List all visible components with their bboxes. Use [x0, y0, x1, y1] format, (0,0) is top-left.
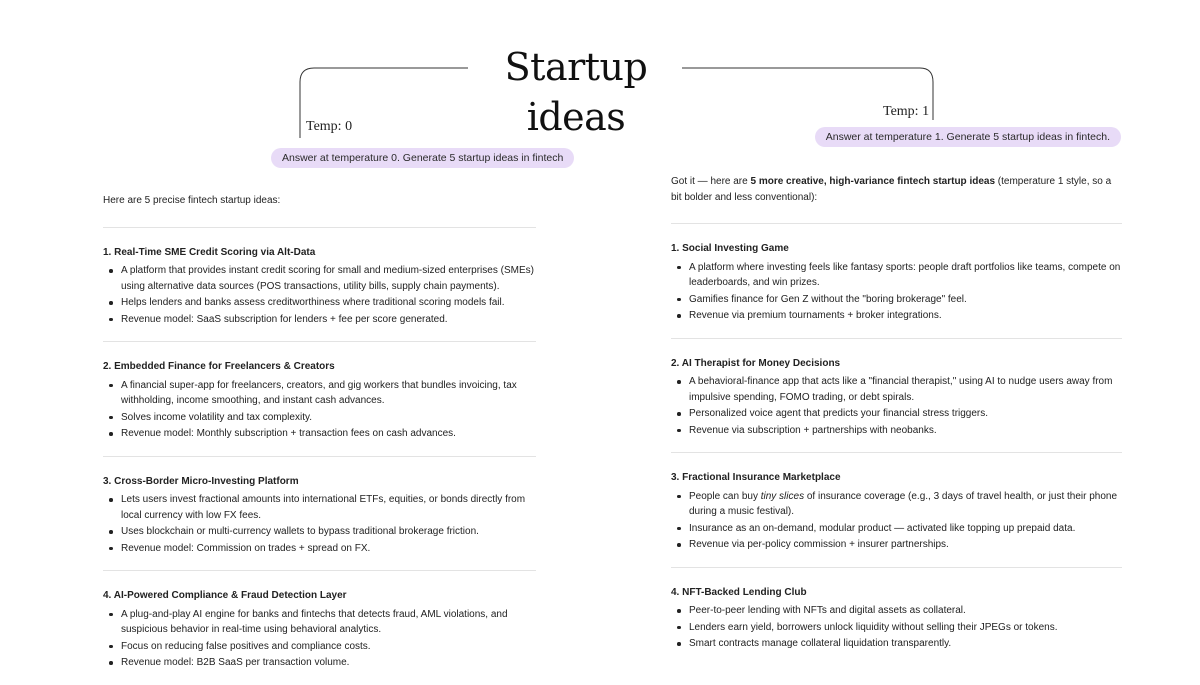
idea-title: 2. AI Therapist for Money Decisions: [671, 357, 841, 369]
idea-item: [671, 585, 1122, 652]
idea-bullet: Revenue via subscription + partnerships with neobanks.: [689, 423, 1122, 439]
idea-bullet: Gamifies finance for Gen Z without the "boring brokerage" feel.: [689, 292, 1122, 308]
idea-item: [103, 588, 536, 671]
response-intro: Here are 5 precise fintech startup ideas:: [103, 195, 281, 206]
idea-title: 1. Real-Time SME Credit Scoring via Alt-Data: [103, 246, 316, 258]
idea-bullet: Revenue model: Monthly subscription + transaction fees on cash advances.: [121, 426, 536, 442]
idea-item: [671, 356, 1122, 439]
bullet-text: People can buy: [689, 490, 761, 502]
idea-item: [103, 245, 536, 328]
divider: [103, 456, 536, 457]
idea-title: 2. Embedded Finance for Freelancers & Creators: [103, 361, 335, 372]
idea-bullets: [103, 263, 536, 327]
idea-bullet: Personalized voice agent that predicts your financial stress triggers.: [689, 406, 1122, 422]
divider: [671, 567, 1122, 568]
temp-1-label: Temp: 1: [883, 104, 930, 119]
idea-bullet: [689, 489, 1122, 520]
idea-title: 3. Cross-Border Micro-Investing Platform: [103, 475, 299, 487]
divider: [671, 223, 1122, 224]
idea-bullets: [671, 374, 1122, 438]
idea-bullet: A platform that provides instant credit scoring for small and medium-sized enterprises (SMEs) using alternative data sources (POS transactions, utility bills, supply chain payments).: [121, 263, 536, 294]
idea-bullet: Revenue via per-policy commission + insurer partnerships.: [689, 537, 1122, 553]
user-prompt-bubble-temp-0: Answer at temperature 0. Generate 5 startup ideas in fintech: [271, 148, 574, 168]
intro-text: (temperature 1 style, so a bit bolder and less conventional):: [671, 176, 1112, 203]
idea-bullets: [671, 603, 1122, 652]
divider: [671, 338, 1122, 339]
idea-bullet: Revenue model: Commission on trades + spread on FX.: [121, 541, 536, 557]
bullet-italic-text: tiny slices: [760, 490, 805, 502]
response-temp-0: [103, 193, 536, 685]
idea-item: [103, 474, 536, 557]
intro-text: Got it — here are: [671, 176, 751, 187]
idea-bullets: [671, 260, 1122, 324]
intro-bold-text: 5 more creative, high-variance fintech startup ideas: [750, 176, 996, 187]
idea-bullet: Insurance as an on-demand, modular product — activated like topping up prepaid data.: [689, 521, 1122, 537]
idea-bullet: Uses blockchain or multi-currency wallets to bypass traditional brokerage friction.: [121, 524, 536, 540]
idea-bullet: Revenue model: SaaS subscription for lenders + fee per score generated.: [121, 312, 536, 328]
divider: [103, 227, 536, 228]
idea-bullet: Peer-to-peer lending with NFTs and digital assets as collateral.: [689, 603, 1122, 619]
divider: [103, 341, 536, 342]
idea-bullet: A plug-and-play AI engine for banks and fintechs that detects fraud, AML violations, and suspicious behavior in real-time using behavioral analytics.: [121, 607, 536, 638]
idea-title: 1. Social Investing Game: [671, 243, 789, 254]
response-intro: [671, 174, 1122, 205]
temp-0-label: Temp: 0: [306, 119, 353, 134]
idea-bullet: Helps lenders and banks assess creditworthiness where traditional scoring models fail.: [121, 295, 536, 311]
idea-item: [103, 359, 536, 442]
idea-item: [671, 241, 1122, 324]
idea-bullet: Lenders earn yield, borrowers unlock liquidity without selling their JPEGs or tokens.: [689, 620, 1122, 636]
idea-bullet: Revenue via premium tournaments + broker integrations.: [689, 308, 1122, 324]
idea-bullet: Lets users invest fractional amounts into international ETFs, equities, or bonds directly from local currency with low FX fees.: [121, 492, 536, 523]
page-title: Startup ideas: [470, 42, 682, 142]
idea-title: 3. Fractional Insurance Marketplace: [671, 472, 841, 483]
idea-title: 4. AI-Powered Compliance & Fraud Detection Layer: [103, 590, 347, 601]
idea-bullet: A platform where investing feels like fantasy sports: people draft portfolios like teams, compete on leaderboards, and win prizes.: [689, 260, 1122, 291]
idea-bullet: A financial super-app for freelancers, creators, and gig workers that bundles invoicing, tax withholding, income smoothing, and instant cash advances.: [121, 378, 536, 409]
idea-bullets: [103, 607, 536, 671]
idea-bullet: Solves income volatility and tax complexity.: [121, 410, 536, 426]
idea-title: 4. NFT-Backed Lending Club: [671, 586, 807, 598]
idea-bullets: [103, 378, 536, 442]
idea-bullet: Focus on reducing false positives and compliance costs.: [121, 639, 536, 655]
divider: [671, 452, 1122, 453]
idea-bullets: [671, 489, 1122, 553]
response-temp-1: [671, 174, 1122, 666]
idea-bullet: Smart contracts manage collateral liquidation transparently.: [689, 636, 1122, 652]
idea-bullet: A behavioral-finance app that acts like a "financial therapist," using AI to nudge users away from impulsive spending, FOMO trading, or debt spirals.: [689, 374, 1122, 405]
idea-item: [671, 470, 1122, 553]
bullet-text: of insurance coverage (e.g., 3 days of travel health, or just their phone during a music festival).: [689, 490, 1118, 517]
idea-bullets: [103, 492, 536, 556]
idea-bullet: Revenue model: B2B SaaS per transaction volume.: [121, 655, 536, 671]
user-prompt-bubble-temp-1: Answer at temperature 1. Generate 5 startup ideas in fintech.: [815, 127, 1121, 147]
divider: [103, 570, 536, 571]
